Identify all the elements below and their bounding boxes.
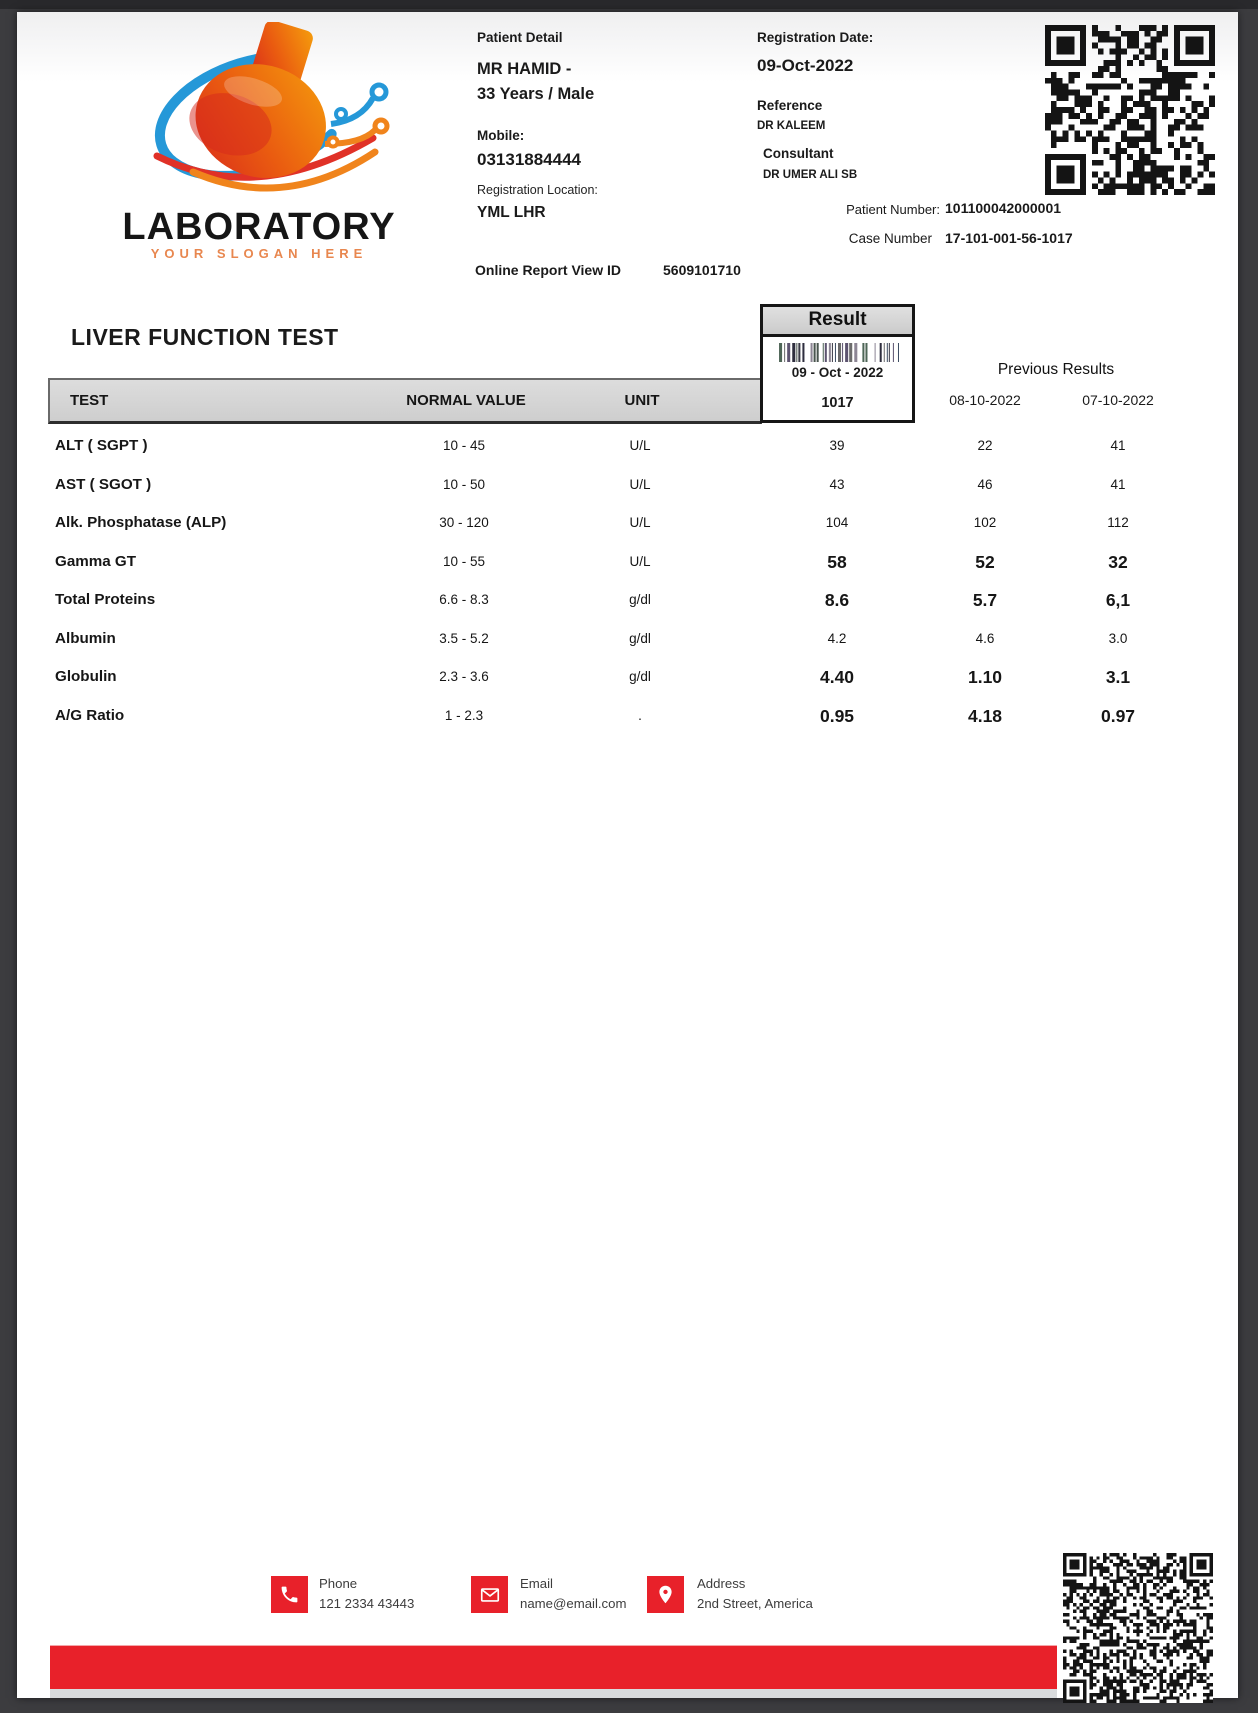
mobile-label: Mobile: [477,128,525,143]
registration-date-label: Registration Date: [757,30,874,45]
table-row [17,504,1238,543]
reference-label: Reference [757,98,823,113]
unit-value: U/L [629,553,651,569]
result-value: 0.95 [819,705,855,726]
footer-contact-value: 121 2334 43443 [319,1595,415,1611]
registration-date: 09-Oct-2022 [757,56,854,75]
footer-contact-value: name@email.com [520,1595,627,1611]
previous-date-1: 08-10-2022 [949,392,1021,408]
column-header-test: TEST [70,392,109,409]
footer-contact-text [697,1574,813,1613]
test-name: A/G Ratio [55,706,125,724]
qr-code-top [1045,25,1215,195]
online-report-label: Online Report View ID [475,262,621,278]
footer-contact-label: Phone [319,1576,358,1591]
lft-table-rows [17,427,1238,735]
test-name: Albumin [55,629,116,647]
case-number: 17-101-001-56-1017 [945,230,1073,246]
footer-contact-label: Address [697,1576,746,1591]
table-row [17,466,1238,505]
logo-title: LABORATORY [122,206,396,248]
email-icon [471,1576,508,1613]
previous-result-1: 102 [973,515,997,530]
previous-result-2: 41 [1110,476,1126,492]
location-icon [647,1576,684,1613]
table-header [48,378,762,424]
previous-result-2: 41 [1110,438,1126,453]
unit-value: U/L [629,515,651,530]
case-number-label: Case Number [848,231,932,246]
phone-icon [271,1576,308,1613]
normal-value: 3.5 - 5.2 [439,630,489,646]
unit-value: . [638,707,642,723]
laboratory-logo-icon [135,22,399,198]
logo-slogan: YOUR SLOGAN HERE [150,246,368,261]
normal-value: 10 - 50 [442,476,486,492]
result-box [760,304,915,423]
previous-result-2: 3.0 [1108,630,1128,646]
result-case-number: 1017 [821,395,854,411]
test-name: Globulin [55,668,117,685]
previous-result-2: 3.1 [1105,667,1131,687]
reference-doctor: DR KALEEM [757,120,826,132]
result-value: 8.6 [824,590,850,610]
test-name: Total Proteins [55,591,156,608]
result-value: 58 [827,551,847,572]
table-row [17,427,1238,466]
consultant-label: Consultant [763,146,834,161]
table-row [17,581,1238,620]
test-name: AST ( SGOT ) [55,475,152,493]
registration-location-label: Registration Location: [477,183,598,197]
result-value: 4.40 [819,667,855,687]
previous-result-2: 6,1 [1105,590,1131,610]
unit-value: g/dl [629,630,651,646]
normal-value: 30 - 120 [439,515,489,530]
patient-name: MR HAMID - [477,60,572,78]
patient-number: 101100042000001 [945,200,1062,216]
unit-value: U/L [629,438,651,453]
online-report-id: 5609101710 [663,262,741,278]
normal-value: 2.3 - 3.6 [439,669,489,684]
test-name: Gamma GT [55,552,137,570]
table-row [17,697,1238,736]
footer-contact-text [520,1574,626,1613]
footer-contact-value: 2nd Street, America [697,1595,813,1611]
previous-result-1: 52 [975,551,995,572]
table-row [17,620,1238,659]
normal-value: 6.6 - 8.3 [439,592,489,607]
unit-value: g/dl [629,669,651,684]
mobile-number: 03131884444 [477,150,582,169]
table-row [17,543,1238,582]
footer-red-bar [50,1645,1057,1689]
patient-detail-label: Patient Detail [477,30,563,45]
normal-value: 10 - 45 [442,438,486,453]
normal-value: 10 - 55 [442,553,486,569]
result-value: 104 [825,515,849,530]
qr-code-bottom [1063,1553,1213,1703]
barcode [777,343,899,362]
previous-result-1: 5.7 [972,590,998,610]
consultant-doctor: DR UMER ALI SB [763,169,858,181]
previous-result-2: 112 [1107,515,1129,530]
viewer-top-frame [0,0,1258,9]
footer-contact-text [319,1574,414,1613]
previous-results-label: Previous Results [997,361,1115,378]
previous-result-1: 46 [977,476,993,492]
previous-result-1: 22 [977,438,993,453]
previous-result-1: 4.6 [975,630,995,646]
previous-date-2: 07-10-2022 [1082,392,1154,408]
result-value: 39 [829,438,845,453]
patient-age-gender: 33 Years / Male [477,85,595,103]
footer-gray-strip [50,1689,1057,1698]
previous-result-1: 1.10 [967,667,1003,687]
result-value: 4.2 [827,630,847,646]
previous-result-2: 0.97 [1100,705,1136,726]
unit-value: g/dl [629,592,651,607]
result-value: 43 [829,476,845,492]
test-name: Alk. Phosphatase (ALP) [55,514,227,531]
registration-location: YML LHR [477,204,546,221]
table-row [17,658,1238,697]
column-header-normal-value: NORMAL VALUE [406,392,526,409]
normal-value: 1 - 2.3 [444,707,484,723]
test-name: ALT ( SGPT ) [55,437,148,454]
report-page [17,12,1238,1698]
result-date: 09 - Oct - 2022 [791,365,884,380]
report-title: LIVER FUNCTION TEST [71,324,339,350]
patient-number-label: Patient Number: [846,202,940,217]
column-header-unit: UNIT [624,392,660,409]
footer-contact-label: Email [520,1576,553,1591]
unit-value: U/L [629,476,651,492]
result-box-header: Result [763,307,912,337]
previous-result-1: 4.18 [967,705,1003,726]
previous-result-2: 32 [1108,551,1128,572]
